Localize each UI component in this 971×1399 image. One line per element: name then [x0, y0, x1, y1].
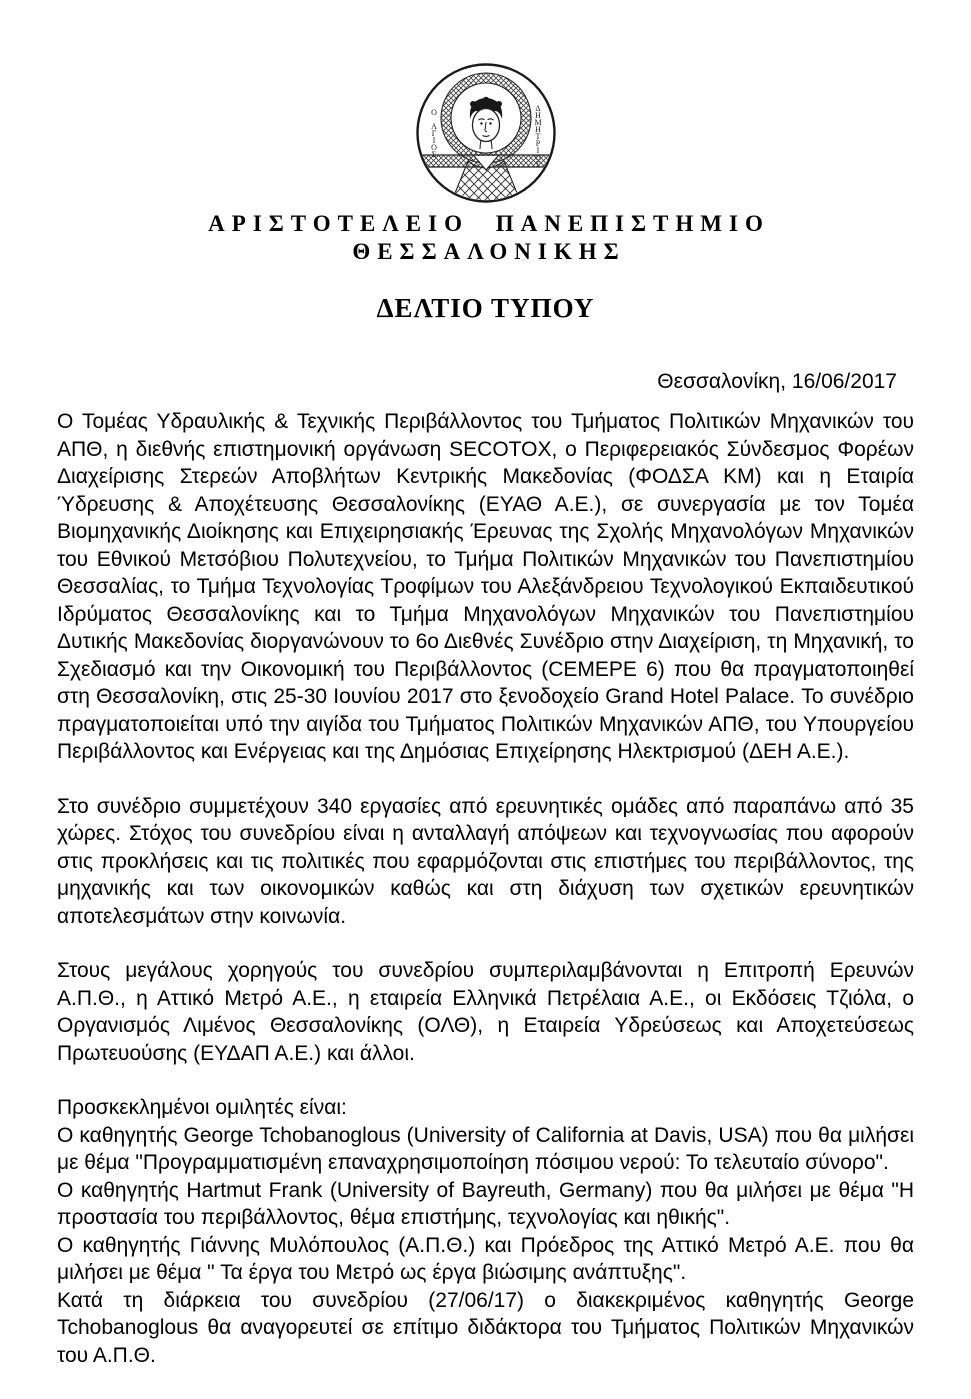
seal-inscription-left: Ο ΑΓΙΟΣ [429, 108, 439, 157]
university-seal-icon [411, 58, 561, 208]
university-name [57, 210, 914, 266]
dateline: Θεσσαλονίκη, 16/06/2017 [657, 370, 897, 393]
speaker-item-honorary-doctorate: Κατά τη διάρκεια του συνεδρίου (27/06/17) ο διακεκριμένος καθηγητής George Tchobanoglous θα αναγορευτεί σε επίτιμο διδάκτορα του Τμήματος Πολιτικών Μηχανικών του Α.Π.Θ. [57, 1288, 914, 1367]
speaker-item-frank: Ο καθηγητής Hartmut Frank (University of Bayreuth, Germany) που θα μιλήσει με θέμα "Η προστασία του περιβάλλοντος, θέμα επιστήμης, τεχνολογίας και ηθικής". [57, 1178, 914, 1229]
seal-inscription-right: ΔΗΜΗΤΡΙΟΣ [533, 104, 543, 167]
university-name-line1: ΑΡΙΣΤΟΤΕΛΕΙΟ ΠΑΝΕΠΙΣΤΗΜΙΟ [208, 211, 770, 236]
document-content [0, 58, 971, 1369]
speaker-item-mylopoulos: Ο καθηγητής Γιάννης Μυλόπουλος (Α.Π.Θ.) και Πρόεδρος της Αττικό Μετρό Α.Ε. που θα μιλήσει με θέμα " Τα έργα του Μετρό ως έργα βιώσιμης ανάπτυξης". [57, 1233, 914, 1284]
paragraph-participation: Στο συνέδριο συμμετέχουν 340 εργασίες από ερευνητικές ομάδες από παραπάνω από 35 χώρες. Στόχος του συνεδρίου είναι η ανταλλαγή απόψεων και τεχνογνωσίας που αφορούν στις προκλήσεις και τις πολιτικές που εφαρμόζονται στις επιστήμες του περιβάλλοντος, της μηχανικής και των οικονομικών καθώς και στη διάχυση των σχετικών ερευνητικών αποτελεσμάτων στην κοινωνία. [57, 794, 914, 928]
university-name-line2: ΘΕΣΣΑΛΟΝΙΚΗΣ [352, 239, 626, 264]
paragraph-sponsors: Στους μεγάλους χορηγούς του συνεδρίου συμπεριλαμβάνονται η Επιτροπή Ερευνών Α.Π.Θ., η Αττικό Μετρό Α.Ε., η εταιρεία Ελληνικά Πετρέλαια Α.Ε., οι Εκδόσεις Τζιόλα, ο Οργανισμός Λιμένος Θεσσαλονίκης (ΟΛΘ), η Εταιρεία Υδρεύσεως και Αποχετεύσεως Πρωτευούσης (ΕΥΔΑΠ Α.Ε.) και άλλοι. [57, 959, 914, 1065]
speakers-intro: Προσκεκλημένοι ομιλητές είναι: [57, 1096, 347, 1119]
speakers-section [57, 1094, 914, 1369]
speaker-item-tchobanoglous: Ο καθηγητής George Tchobanoglous (University of California at Davis, USA) που θα μιλήσει με θέμα "Προγραμματισμένη επαναχρησιμοποίηση πόσιμου νερού: Το τελευταίο σύνορο". [57, 1123, 914, 1174]
document-title: ΔΕΛΤΙΟ ΤΥΠΟΥ [376, 293, 595, 323]
paragraph-organizers: Ο Τομέας Υδραυλικής & Τεχνικής Περιβάλλοντος του Τμήματος Πολιτικών Μηχανικών του ΑΠΘ, η διεθνής επιστημονική οργάνωση SECOTOX, ο Περιφερειακός Σύνδεσμος Φορέων Διαχείρισης Στερεών Αποβλήτων Κεντρικής Μακεδονίας (ΦΟΔΣΑ ΚΜ) και η Εταιρία Ύδρευσης & Αποχέτευσης Θεσσαλονίκης (ΕΥΑΘ Α.Ε.), σε συνεργασία με τον Τομέα Βιομηχανικής Διοίκησης και Επιχειρησιακής Έρευνας της Σχολής Μηχανολόγων Μηχανικών του Εθνικού Μετσόβιου Πολυτεχνείου, το Τμήμα Πολιτικών Μηχανικών του Πανεπιστημίου Θεσσαλίας, το Τμήμα Τεχνολογίας Τροφίμων του Αλεξάνδρειου Τεχνολογικού Εκπαιδευτικού Ιδρύματος Θεσσαλονίκης και το Τμήμα Μηχανολόγων Μηχανικών του Πανεπιστημίου Δυτικής Μακεδονίας διοργανώνουν το 6ο Διεθνές Συνέδριο στην Διαχείριση, τη Μηχανική, το Σχεδιασμό και την Οικονομική του Περιβάλλοντος (CEMEPE 6) που θα πραγματοποιηθεί στη Θεσσαλονίκη, στις 25-30 Ιουνίου 2017 στο ξενοδοχείο Grand Hotel Palace. Το συνέδριο πραγματοποιείται υπό την αιγίδα του Τμήματος Πολιτικών Μηχανικών ΑΠΘ, του Υπουργείου Περιβάλλοντος και Ενέργειας και της Δημόσιας Επιχείρησης Ηλεκτρισμού (ΔΕΗ Α.Ε.). [57, 410, 914, 763]
